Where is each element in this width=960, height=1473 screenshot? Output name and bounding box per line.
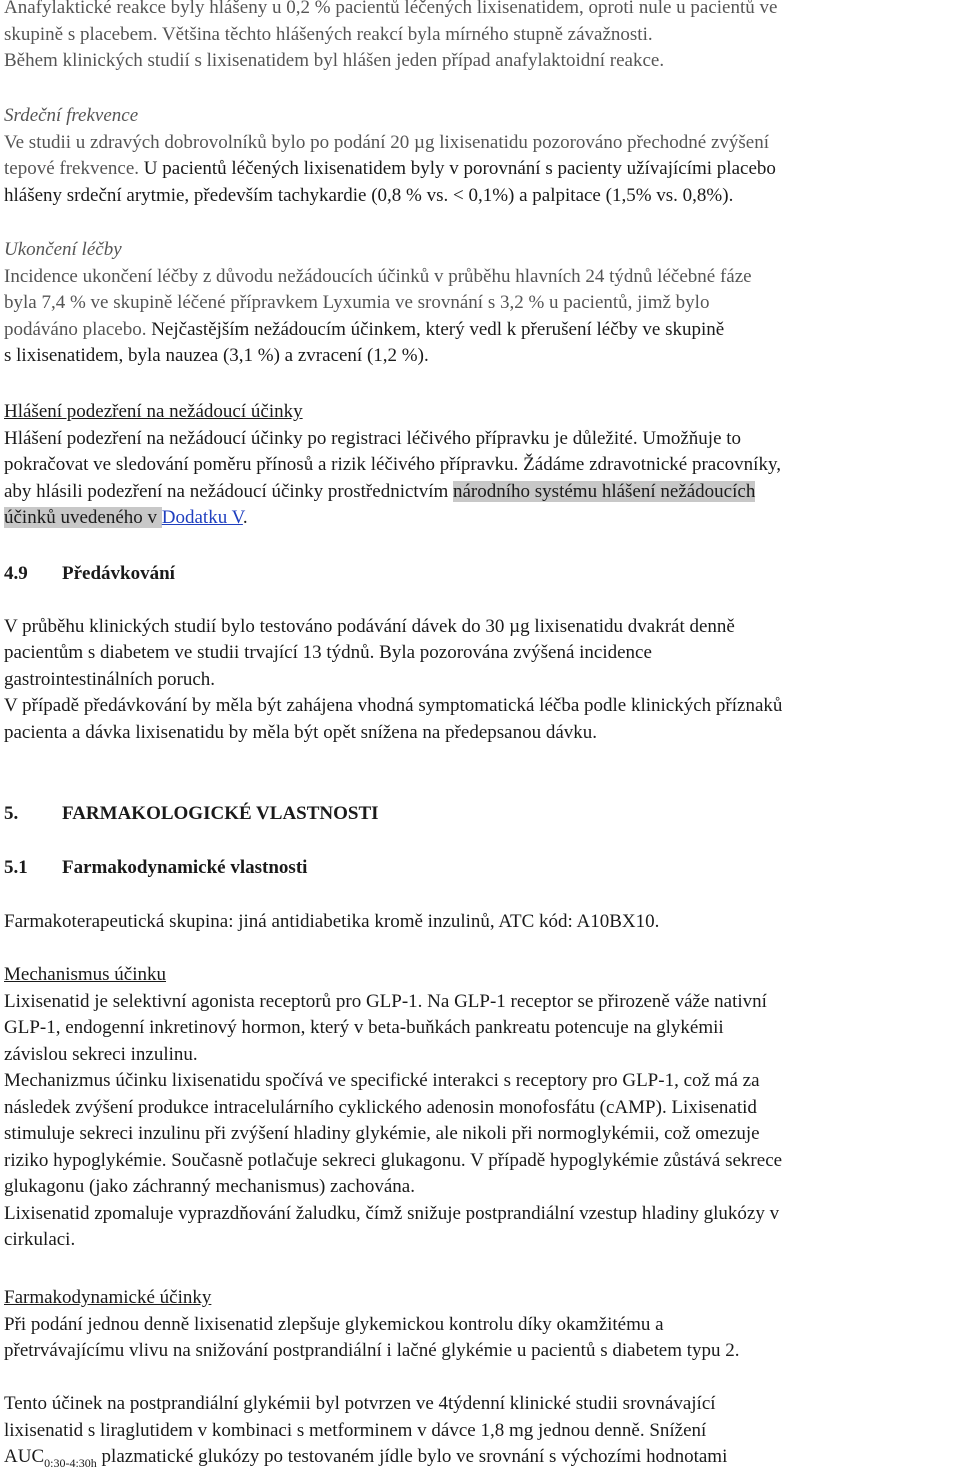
- anaphylaxis-paragraph: [4, 0, 777, 75]
- mechanism-section: [4, 962, 782, 1254]
- section-title-text: Předávkování: [62, 563, 175, 584]
- section-heading: Hlášení podezření na nežádoucí účinky: [4, 401, 303, 422]
- text-line: Lixisenatid zpomaluje vyprazdňování žaludku, čímž snižuje postprandiální vzestup hladiny glukózy v: [4, 1202, 780, 1224]
- section-5-1-title: [4, 855, 307, 882]
- text-line: [4, 1444, 727, 1471]
- text-span: plazmatické glukózy po testovaném jídle bylo ve srovnání s výchozími hodnotami: [96, 1446, 728, 1467]
- postprandial-paragraph: [4, 1391, 727, 1471]
- text-line: gastrointestinálních poruch.: [4, 668, 216, 690]
- section-heading: Mechanismus účinku: [4, 964, 167, 985]
- text-line: GLP-1, endogenní inkretinový hormon, který v beta-buňkách pankreatu potencuje na glykémii: [4, 1017, 724, 1038]
- text-line: [4, 317, 752, 344]
- text-line: Anafylaktické reakce byly hlášeny u 0,2 % pacientů léčených lixisenatidem, oproti nule u pacientů ve: [4, 0, 778, 18]
- text-line: Hlášení podezření na nežádoucí účinky po registraci léčivého přípravku je důležité. Umožňuje to: [4, 427, 742, 449]
- section-number: 5.: [4, 803, 19, 824]
- text-span: aby hlásili podezření na nežádoucí účinky prostřednictvím: [4, 480, 453, 502]
- text-line: Mechanizmus účinku lixisenatidu spočívá ve specifické interakci s receptory pro GLP-1, což má za: [4, 1070, 760, 1091]
- text-line: Ve studii u zdravých dobrovolníků bylo po podání 20 µg lixisenatidu pozorováno přechodné zvýšení: [4, 131, 769, 153]
- text-line: [4, 479, 781, 506]
- text-line: Při podání jednou denně lixisenatid zlepšuje glykemickou kontrolu díky okamžitému a: [4, 1313, 664, 1335]
- heart-rate-section: [4, 103, 776, 209]
- reporting-section: [4, 399, 781, 532]
- text-line: pokračovat ve sledování poměru přínosů a rizik léčivého přípravku. Žádáme zdravotnické pracovníky,: [4, 454, 781, 475]
- dodatek-v-link[interactable]: Dodatku V: [161, 507, 243, 528]
- text-line: Tento účinek na postprandiální glykémii byl potvrzen ve 4týdenní klinické studii srovnávající: [4, 1393, 716, 1414]
- text-line: glukagonu (jako záchranný mechanismus) zachována.: [4, 1176, 415, 1197]
- text-line: [4, 505, 781, 532]
- text-line: Během klinických studií s lixisenatidem byl hlášen jeden případ anafylaktoidní reakce.: [4, 50, 665, 71]
- text-span: Nejčastějším nežádoucím účinkem, který vedl k přerušení léčby ve skupině: [146, 318, 725, 340]
- highlighted-text: národního systému hlášení nežádoucích: [453, 480, 756, 502]
- text-span: podáváno placebo.: [4, 318, 147, 340]
- text-line: závislou sekreci inzulinu.: [4, 1043, 198, 1065]
- section-title: [4, 561, 782, 588]
- highlighted-text: účinků uvedeného v: [4, 507, 162, 528]
- section-heading: Srdeční frekvence: [4, 105, 139, 126]
- section-title-text: Farmakodynamické vlastnosti: [62, 857, 308, 878]
- text-line: Lixisenatid je selektivní agonista receptorů pro GLP-1. Na GLP-1 receptor se přirozeně váže nativní: [4, 990, 767, 1012]
- pharmacotherapeutic-group: Farmakoterapeutická skupina: jiná antidiabetika kromě inzulinů, ATC kód: A10BX10.: [4, 911, 660, 932]
- text-line: V případě předávkování by měla být zahájena vhodná symptomatická léčba podle klinických příznaků: [4, 695, 783, 716]
- text-line: V průběhu klinických studií bylo testováno podávání dávek do 30 µg lixisenatidu dvakrát denně: [4, 615, 735, 637]
- section-5-title: [4, 801, 379, 828]
- text-line: hlášeny srdeční arytmie, především tachykardie (0,8 % vs. < 0,1%) a palpitace (1,5% vs. 0,8%).: [4, 184, 734, 206]
- text-line: stimuluje sekreci inzulinu při zvýšení hladiny glykémie, ale nikoli při normoglykémii, což omezuje: [4, 1123, 760, 1144]
- discontinuation-section: [4, 237, 752, 370]
- text-line: pacienta a dávka lixisenatidu by měla být opět snížena na předepsanou dávku.: [4, 721, 598, 743]
- text-line: [4, 156, 776, 183]
- section-title-text: FARMAKOLOGICKÉ VLASTNOSTI: [62, 803, 379, 824]
- text-line: skupině s placebem. Většina těchto hlášených reakcí byla mírného stupně závažnosti.: [4, 23, 653, 45]
- text-span: U pacientů léčených lixisenatidem byly v porovnání s pacienty užívajícími placebo: [139, 158, 776, 179]
- overdose-section: [4, 561, 782, 746]
- text-line: lixisenatid s liraglutidem v kombinaci s metforminem v dávce 1,8 mg jednou denně. Snížení: [4, 1419, 707, 1441]
- section-number: 4.9: [4, 563, 28, 584]
- subscript: 0:30-4:30h: [44, 1455, 97, 1470]
- text-line: riziko hypoglykémie. Současně potlačuje sekreci glukagonu. V případě hypoglykémie zůstává sekrece: [4, 1149, 783, 1171]
- text-line: pacientům s diabetem ve studii trvající 13 týdnů. Byla pozorována zvýšená incidence: [4, 642, 652, 663]
- section-number: 5.1: [4, 857, 28, 878]
- text-line: s lixisenatidem, byla nauzea (3,1 %) a zvracení (1,2 %).: [4, 345, 429, 366]
- text-line: byla 7,4 % ve skupině léčené přípravkem Lyxumia ve srovnání s 3,2 % u pacientů, jimž bylo: [4, 292, 710, 313]
- pd-effects-section: [4, 1285, 740, 1365]
- section-heading: Farmakodynamické účinky: [4, 1287, 212, 1308]
- section-heading: Ukončení léčby: [4, 239, 122, 260]
- text-span: AUC: [4, 1446, 45, 1467]
- text-span: tepové frekvence.: [4, 158, 140, 179]
- text-line: přetrvávajícímu vlivu na snižování postprandiální i lačné glykémie u pacientů s diabetem typu 2.: [4, 1340, 740, 1361]
- text-line: Incidence ukončení léčby z důvodu nežádoucích účinků v průběhu hlavních 24 týdnů léčebné fáze: [4, 265, 752, 287]
- text-span: .: [242, 507, 248, 528]
- text-line: cirkulaci.: [4, 1229, 76, 1250]
- text-line: následek zvýšení produkce intracelulárního cyklického adenosin monofosfátu (cAMP). Lixisenatid: [4, 1096, 757, 1118]
